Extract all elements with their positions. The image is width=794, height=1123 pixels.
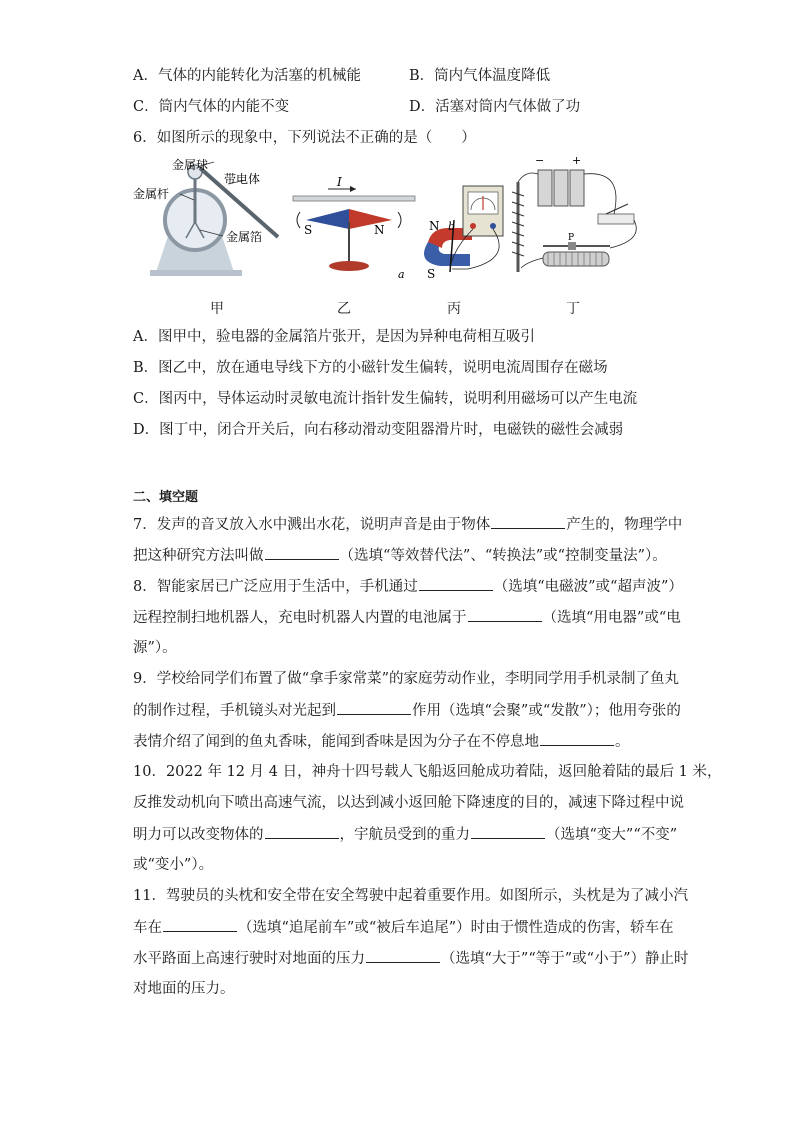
label-charged-body: 带电体 xyxy=(224,172,261,186)
caption-jia: 甲 xyxy=(210,301,224,317)
q6-stem: 6．如图所示的现象中，下列说法不正确的是（ ） xyxy=(133,130,476,146)
q8-text-1a: 8．智能家居已广泛应用于生活中，手机通过 xyxy=(133,579,418,595)
q11-text-2b: （选填“追尾前车”或“被后车追尾”）时由于惯性造成的伤害，轿车在 xyxy=(238,920,674,936)
q10-text-3b: ，宇航员受到的重力 xyxy=(339,827,470,843)
q11-text-3a: 水平路面上高速行驶时对地面的压力 xyxy=(133,951,365,967)
caption-yi: 乙 xyxy=(337,301,351,317)
label-metal-rod: 金属杆 xyxy=(133,187,170,201)
label-plus: + xyxy=(572,154,582,167)
q6-option-c: C．图丙中，导体运动时灵敏电流计指针发生偏转，说明利用磁场可以产生电流 xyxy=(133,391,638,407)
label-s-compass: S xyxy=(304,223,313,237)
q7-text-2a: 把这种研究方法叫做 xyxy=(133,548,264,564)
q11-line-1: 11．驾驶员的头枕和安全带在安全驾驶中起着重要作用。如图所示，头枕是为了减小汽 xyxy=(133,888,688,904)
q6-option-a: A．图甲中，验电器的金属箔片张开，是因为异种电荷相互吸引 xyxy=(133,329,535,345)
label-n-compass: N xyxy=(374,223,385,237)
q8-text-2b: （选填“用电器”或“电 xyxy=(542,610,681,626)
q9-text-2b: 作用（选填“会聚”或“发散”）；他用夸张的 xyxy=(412,703,681,719)
section-title: 二、填空题 xyxy=(133,490,199,505)
caption-ding: 丁 xyxy=(566,301,580,317)
q10-blank-2[interactable] xyxy=(471,824,545,839)
q11-line-3 xyxy=(133,948,688,969)
q5-option-a: A．气体的内能转化为活塞的机械能 xyxy=(133,68,361,84)
q9-line-2 xyxy=(133,700,681,721)
electromagnet-circuit-illustration xyxy=(512,170,636,272)
label-a: a xyxy=(398,268,405,281)
q7-text-2b: （选填“等效替代法”、“转换法”或“控制变量法”）。 xyxy=(339,548,667,564)
q8-blank-1[interactable] xyxy=(419,576,493,591)
q10-line-2: 反推发动机向下喷出高速气流，以达到减小返回舱下降速度的目的，减速下降过程中说 xyxy=(133,795,684,811)
q10-line-4: 或“变小”）。 xyxy=(133,857,214,873)
q6-figure xyxy=(128,152,668,302)
label-n-magnet: N xyxy=(429,219,440,233)
label-b: b xyxy=(448,220,456,233)
q11-line-4: 对地面的压力。 xyxy=(133,981,235,997)
label-metal-foil: 金属箔 xyxy=(226,230,263,244)
q8-line-1 xyxy=(133,576,683,597)
label-metal-ball: 金属球 xyxy=(172,158,209,172)
q8-text-1b: （选填“电磁波”或“超声波”） xyxy=(493,579,683,595)
label-minus: − xyxy=(535,154,545,167)
label-p: P xyxy=(568,233,575,243)
q10-line-1: 10．2022 年 12 月 4 日，神舟十四号载人飞船返回舱成功着陆，返回舱着陆的最后 1 米， xyxy=(133,764,722,780)
q11-blank-2[interactable] xyxy=(366,948,440,963)
q8-line-2 xyxy=(133,607,681,628)
q7-text-1b: 产生的，物理学中 xyxy=(566,517,683,533)
q9-text-3a: 表情介绍了闻到的鱼丸香味，能闻到香味是因为分子在不停息地 xyxy=(133,734,539,750)
q7-blank-2[interactable] xyxy=(265,545,339,560)
q8-text-2a: 远程控制扫地机器人，充电时机器人内置的电池属于 xyxy=(133,610,467,626)
q11-text-3b: （选填“大于”“等于”或“小于”）静止时 xyxy=(441,951,689,967)
caption-bing: 丙 xyxy=(447,301,461,317)
q6-option-d: D．图丁中，闭合开关后，向右移动滑动变阻器滑片时，电磁铁的磁性会减弱 xyxy=(133,422,624,438)
q9-line-3 xyxy=(133,731,630,752)
q10-blank-1[interactable] xyxy=(265,824,339,839)
q9-line-1: 9．学校给同学们布置了做“拿手家常菜”的家庭劳动作业，李明同学用手机录制了鱼丸 xyxy=(133,671,680,687)
label-s-magnet: S xyxy=(427,267,436,281)
q9-blank-1[interactable] xyxy=(337,700,411,715)
q10-line-3 xyxy=(133,824,677,845)
q8-blank-2[interactable] xyxy=(468,607,542,622)
label-current-i: I xyxy=(337,175,342,189)
q6-figure-drawing xyxy=(128,152,668,302)
q7-text-1a: 7．发声的音叉放入水中溅出水花，说明声音是由于物体 xyxy=(133,517,491,533)
q11-blank-1[interactable] xyxy=(163,917,237,932)
q7-line-2 xyxy=(133,545,667,566)
q5-option-d: D．活塞对筒内气体做了功 xyxy=(409,99,581,115)
q5-option-c: C．筒内气体的内能不变 xyxy=(133,99,290,115)
q6-option-b: B．图乙中，放在通电导线下方的小磁针发生偏转，说明电流周围存在磁场 xyxy=(133,360,608,376)
q9-blank-2[interactable] xyxy=(540,731,614,746)
q11-text-2a: 车在 xyxy=(133,920,162,936)
q7-line-1 xyxy=(133,514,682,535)
q9-text-2a: 的制作过程，手机镜头对光起到 xyxy=(133,703,336,719)
q10-text-3c: （选填“变大”“不变” xyxy=(546,827,678,843)
q11-line-2 xyxy=(133,917,674,938)
q5-option-b: B．筒内气体温度降低 xyxy=(409,68,551,84)
q9-text-3b: 。 xyxy=(615,734,630,750)
q8-line-3: 源”）。 xyxy=(133,640,177,656)
q7-blank-1[interactable] xyxy=(491,514,565,529)
q10-text-3a: 明力可以改变物体的 xyxy=(133,827,264,843)
